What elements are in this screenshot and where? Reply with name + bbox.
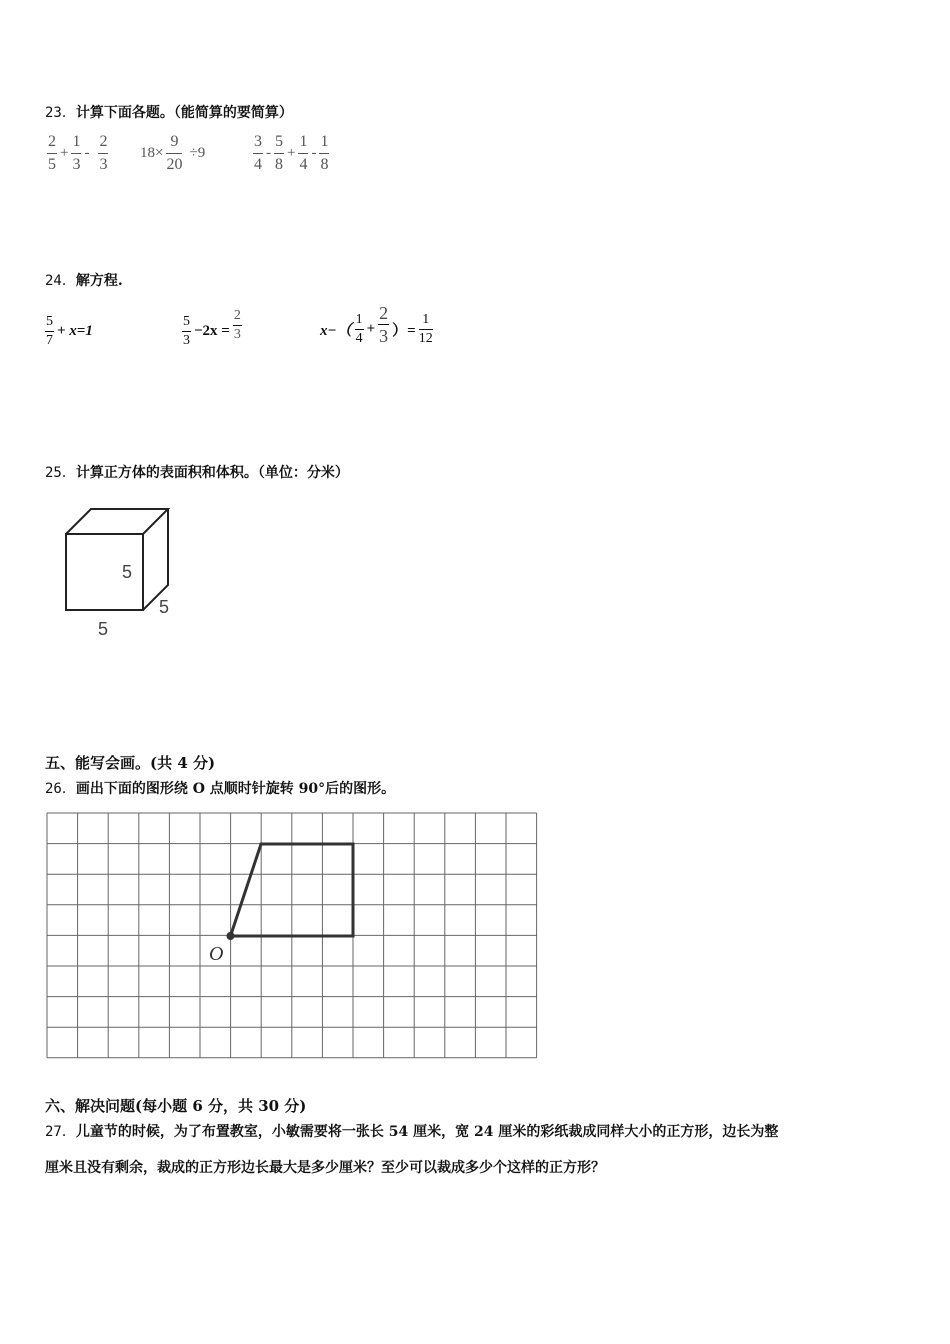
- fraction: $\frac{2}{3}$: [379, 303, 389, 346]
- cube-top-face: [66, 509, 168, 534]
- fraction: $\frac{2}{3}$: [233, 308, 241, 342]
- q24-title: 解方程.: [75, 273, 123, 289]
- q24-heading: [45, 270, 123, 290]
- operator: -: [266, 145, 271, 161]
- section-6-title: 六、解决问题(每小题 6 分，共 30 分): [45, 1097, 307, 1115]
- q23-expression-3: [253, 134, 329, 173]
- equation-left: x−（: [320, 323, 352, 339]
- q27-number: 27．: [45, 1124, 76, 1140]
- fraction: $\frac{3}{4}$: [254, 133, 262, 173]
- fraction: $\frac{5}{8}$: [275, 133, 283, 173]
- fraction: $\frac{9}{20}$: [166, 133, 183, 173]
- fraction: $\frac{5}{7}$: [46, 314, 53, 348]
- q25-title: 计算正方体的表面积和体积。（单位：分米）: [75, 465, 349, 481]
- fraction: $\frac{1}{4}$: [355, 312, 363, 346]
- q24-equation-2: [182, 303, 242, 348]
- cube-side-face: [143, 509, 168, 610]
- q24-equation-3: [320, 303, 433, 346]
- q26-number: 26．: [45, 781, 76, 797]
- q27-line-1: 儿童节的时候，为了布置教室，小敏需要将一张长 54 厘米，宽 24 厘米的彩纸裁成同样大小的正方形，边长为整: [75, 1124, 779, 1140]
- q26-title: 画出下面的图形绕 O 点顺时针旋转 90°后的图形。: [75, 781, 396, 797]
- equation-close: ）=: [392, 323, 416, 339]
- q23-expression-2: [140, 134, 205, 173]
- operator: +: [366, 321, 376, 337]
- fraction: $\frac{2}{3}$: [99, 133, 108, 173]
- q27-heading: [45, 1121, 778, 1141]
- q23-number: 23．: [45, 105, 76, 121]
- q26-heading: [45, 778, 395, 798]
- operator: +: [60, 145, 69, 161]
- equation-rest: + x=1: [57, 323, 93, 339]
- operand: ÷9: [189, 145, 206, 161]
- operator: -: [84, 145, 90, 161]
- q27-line-2: 厘米且没有剩余，裁成的正方形边长最大是多少厘米？至少可以裁成多少个这样的正方形？: [45, 1160, 605, 1176]
- operator: -: [311, 145, 317, 161]
- operand: 18×: [140, 145, 164, 161]
- q24-number: 24．: [45, 273, 76, 289]
- origin-label: O: [209, 943, 224, 965]
- cube-figure: [55, 500, 195, 645]
- fraction: $\frac{2}{5}$: [48, 133, 56, 173]
- q23-expression-1: [47, 134, 108, 173]
- q23-heading: [45, 102, 293, 122]
- section-5-title: 五、能写会画。(共 4 分): [45, 754, 216, 772]
- cube-width-label: 5: [98, 619, 109, 639]
- q25-heading: [45, 462, 349, 482]
- q25-number: 25．: [45, 465, 76, 481]
- cube-depth-label: 5: [159, 597, 170, 617]
- fraction: $\frac{5}{3}$: [183, 314, 190, 348]
- q23-title: 计算下面各题。（能简算的要简算）: [75, 105, 293, 121]
- origin-point: [227, 932, 235, 940]
- q24-equation-1: [45, 315, 93, 348]
- cube-height-label: 5: [122, 562, 133, 582]
- fraction: $\frac{1}{12}$: [418, 312, 433, 346]
- fraction: $\frac{1}{4}$: [299, 133, 308, 173]
- fraction: $\frac{1}{3}$: [72, 133, 81, 173]
- operator: +: [287, 145, 296, 161]
- equation-middle: −2x =: [194, 323, 230, 339]
- fraction: $\frac{1}{8}$: [320, 133, 329, 173]
- rotation-grid: [46, 812, 538, 1064]
